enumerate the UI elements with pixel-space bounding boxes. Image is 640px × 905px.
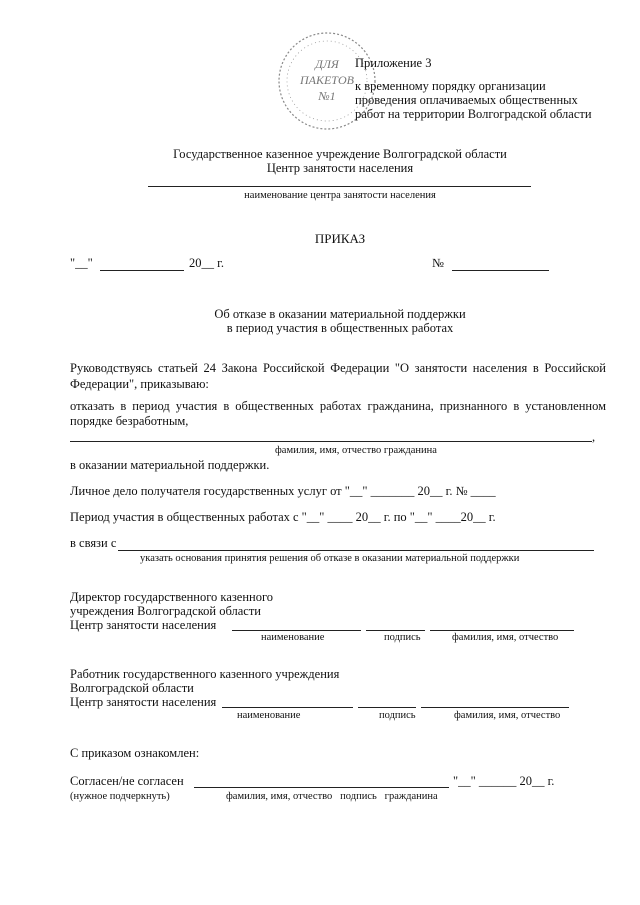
worker-name-line — [222, 707, 353, 708]
fio-line — [70, 441, 592, 442]
fio-caption: фамилия, имя, отчество гражданина — [275, 445, 437, 456]
reason-caption: указать основания принятия решения об отказе в оказании материальной поддержки — [140, 553, 520, 564]
director-line2: учреждения Волгоградской области — [70, 604, 261, 618]
body-guided: Руководствуясь статьей 24 Закона Российской Федерации "О занятости населения в Российской Федерации", приказываю: — [70, 361, 606, 391]
worker-sign-line — [358, 707, 416, 708]
worker-line3: Центр занятости населения — [70, 695, 217, 709]
reason-line — [118, 550, 594, 551]
director-name-line — [232, 630, 361, 631]
institution-line2: Центр занятости населения — [266, 161, 414, 175]
director-cap-fio: фамилия, имя, отчество — [452, 632, 559, 643]
director-line3: Центр занятости населения — [70, 618, 217, 632]
order-title: ПРИКАЗ — [314, 231, 366, 246]
body-support: в оказании материальной поддержки. — [70, 458, 270, 472]
svg-text:ДЛЯ: ДЛЯ — [315, 57, 339, 71]
institution-name-line — [148, 186, 531, 187]
worker-cap-fio: фамилия, имя, отчество — [454, 710, 561, 721]
worker-fio-line — [421, 707, 569, 708]
worker-cap-name: наименование — [237, 710, 301, 721]
subject-line2: в период участия в общественных работах — [226, 321, 454, 335]
ack-agree: Согласен/не согласен — [70, 774, 184, 788]
body-reason-label: в связи с — [70, 536, 117, 550]
director-cap-name: наименование — [261, 632, 325, 643]
body-personal-file: Личное дело получателя государственных услуг от "__" _______ 20__ г. № ____ — [70, 484, 496, 498]
institution-line1: Государственное казенное учреждение Волгоградской области — [173, 147, 507, 161]
order-number-line — [452, 270, 549, 271]
worker-cap-sign: подпись — [379, 710, 416, 721]
order-date-year: 20__ г. — [189, 256, 224, 270]
order-date-quote: "__" — [70, 256, 93, 270]
director-line1: Директор государственного казенного — [70, 590, 274, 604]
ack-date: "__" ______ 20__ г. — [453, 774, 555, 788]
order-number-label: № — [432, 256, 444, 270]
director-fio-line — [430, 630, 574, 631]
fio-comma: , — [592, 430, 596, 444]
director-cap-sign: подпись — [384, 632, 421, 643]
worker-line2: Волгоградской области — [70, 681, 194, 695]
order-date-month-line — [100, 270, 184, 271]
ack-signature-line — [194, 787, 449, 788]
worker-line1: Работник государственного казенного учреждения — [70, 667, 340, 681]
appendix-line2: проведения оплачиваемых общественных — [355, 93, 578, 107]
director-sign-line — [366, 630, 425, 631]
appendix-line3: работ на территории Волгоградской области — [355, 107, 592, 121]
subject-line1: Об отказе в оказании материальной поддержки — [214, 307, 466, 321]
body-refuse: отказать в период участия в общественных работах гражданина, признанного в установленном порядке безработным, — [70, 399, 606, 428]
ack-underline-hint: (нужное подчеркнуть) — [70, 791, 170, 802]
appendix-title: Приложение 3 — [355, 56, 432, 70]
svg-text:№1: №1 — [318, 89, 336, 103]
ack-title: С приказом ознакомлен: — [70, 746, 200, 760]
appendix-line1: к временному порядку организации — [355, 79, 546, 93]
ack-caption: фамилия, имя, отчество подпись гражданина — [226, 791, 438, 802]
body-period: Период участия в общественных работах с "__" ____ 20__ г. по "__" ____20__ г. — [70, 510, 496, 524]
institution-caption: наименование центра занятости населения — [244, 190, 436, 201]
svg-text:ПАКЕТОВ: ПАКЕТОВ — [300, 73, 354, 87]
